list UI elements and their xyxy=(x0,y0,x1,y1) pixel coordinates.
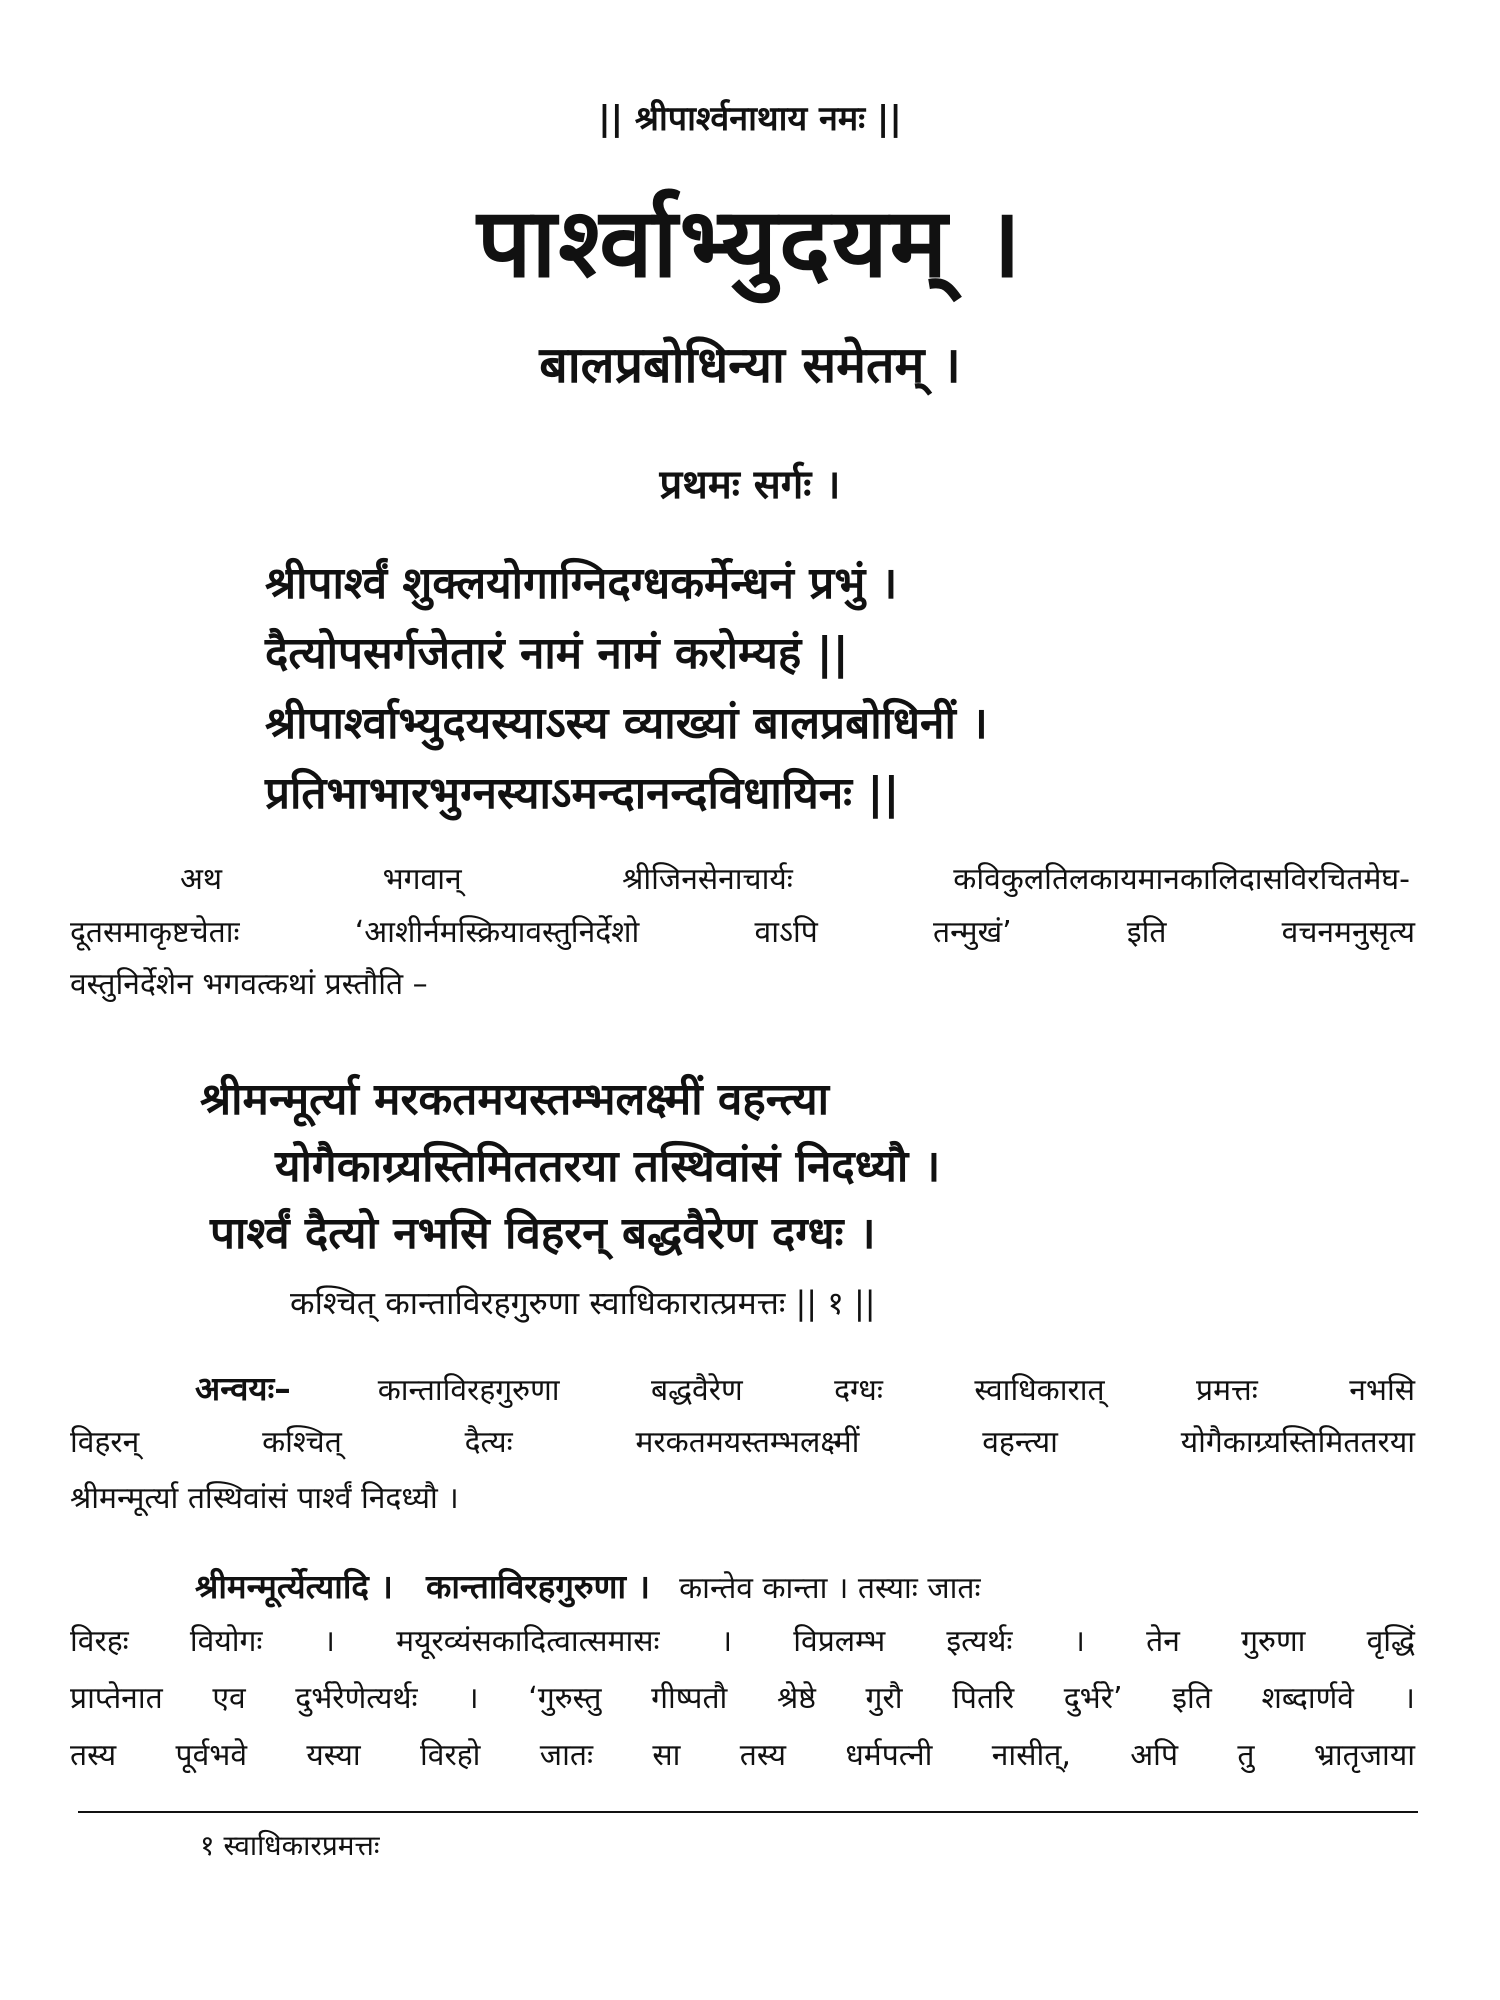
commentary-line-2: विरहः वियोगः । मयूरव्यंसकादित्वात्समासः । विप्रलम्भ इत्यर्थः । तेन गुरुणा वृद्धिं xyxy=(70,1624,1415,1659)
commentary-line-3: प्राप्तेनात एव दुर्भरेणेत्यर्थः । ‘गुरुस्तु गीष्पतौ श्रेष्ठे गुरौ पितरि दुर्भरे’ इति शब्दार्णवे । xyxy=(70,1681,1415,1716)
main-verse-line-3: पार्श्वं दैत्यो नभसि विहरन् बद्धवैरेण दग्धः । xyxy=(210,1208,876,1259)
commentary-text-1: कान्तेव कान्ता । तस्याः जातः xyxy=(679,1571,981,1606)
commentary-term: कान्ताविरहगुरुणा । xyxy=(426,1567,651,1606)
intro-prose-line-3: वस्तुनिर्देशेन भगवत्कथां प्रस्तौति – xyxy=(70,967,428,1002)
canto-heading: प्रथमः सर्गः । xyxy=(659,462,841,508)
invocation-line: || श्रीपार्श्वनाथाय नमः || xyxy=(598,99,902,139)
intro-prose-line-2: दूतसमाकृष्टचेताः ‘आशीर्नमस्क्रियावस्तुनिर्देशो वाऽपि तन्मुखं’ इति वचनमनुसृत्य xyxy=(70,915,1415,950)
intro-verse-line-2: दैत्योपसर्गजेतारं नामं नामं करोम्यहं || xyxy=(265,628,849,679)
anvaya-line-1 xyxy=(195,1369,1416,1408)
footnote: १ स्वाधिकारप्रमत्तः xyxy=(200,1829,380,1862)
footnote-divider xyxy=(78,1811,1418,1813)
commentary-lead: श्रीमन्मूर्त्येत्यादि । xyxy=(195,1567,393,1606)
anvaya-line-2: विहरन् कश्चित् दैत्यः मरकतमयस्तम्भलक्ष्मीं वहन्त्या योगैकाग्र्यस्तिमिततरया xyxy=(70,1425,1415,1460)
anvaya-text-1: कान्ताविरहगुरुणा बद्धवैरेण दग्धः स्वाधिकारात् प्रमत्तः नभसि xyxy=(377,1373,1416,1408)
main-verse-line-1: श्रीमन्मूर्त्या मरकतमयस्तम्भलक्ष्मीं वहन्त्या xyxy=(200,1074,830,1125)
main-verse-line-4: कश्चित् कान्ताविरहगुरुणा स्वाधिकारात्प्रमत्तः || १ || xyxy=(290,1284,876,1322)
intro-verse-line-3: श्रीपार्श्वाभ्युदयस्याऽस्य व्याख्यां बालप्रबोधिनीं । xyxy=(265,698,988,749)
anvaya-label: अन्वयः– xyxy=(195,1369,291,1408)
intro-prose-line-1: अथ भगवान् श्रीजिनसेनाचार्यः कविकुलतिलकायमानकालिदासविरचितमेघ- xyxy=(180,862,1410,897)
commentary-line-1 xyxy=(195,1567,1415,1606)
commentary-line-4: तस्य पूर्वभवे यस्या विरहो जातः सा तस्य धर्मपत्नी नासीत्, अपि तु भ्रातृजाया xyxy=(70,1738,1415,1773)
subtitle: बालप्रबोधिन्या समेतम् । xyxy=(539,336,961,394)
main-verse-line-2: योगैकाग्र्यस्तिमिततरया तस्थिवांसं निदध्यौ । xyxy=(275,1141,941,1192)
intro-verse-line-4: प्रतिभाभारभुग्नस्याऽमन्दानन्दविधायिनः || xyxy=(265,768,900,819)
intro-verse-line-1: श्रीपार्श्वं शुक्लयोगाग्निदग्धकर्मेन्धनं प्रभुं । xyxy=(265,558,898,609)
page-title: पार्श्वाभ्युदयम् । xyxy=(477,187,1023,299)
anvaya-line-3: श्रीमन्मूर्त्या तस्थिवांसं पार्श्वं निदध्यौ । xyxy=(70,1481,459,1516)
